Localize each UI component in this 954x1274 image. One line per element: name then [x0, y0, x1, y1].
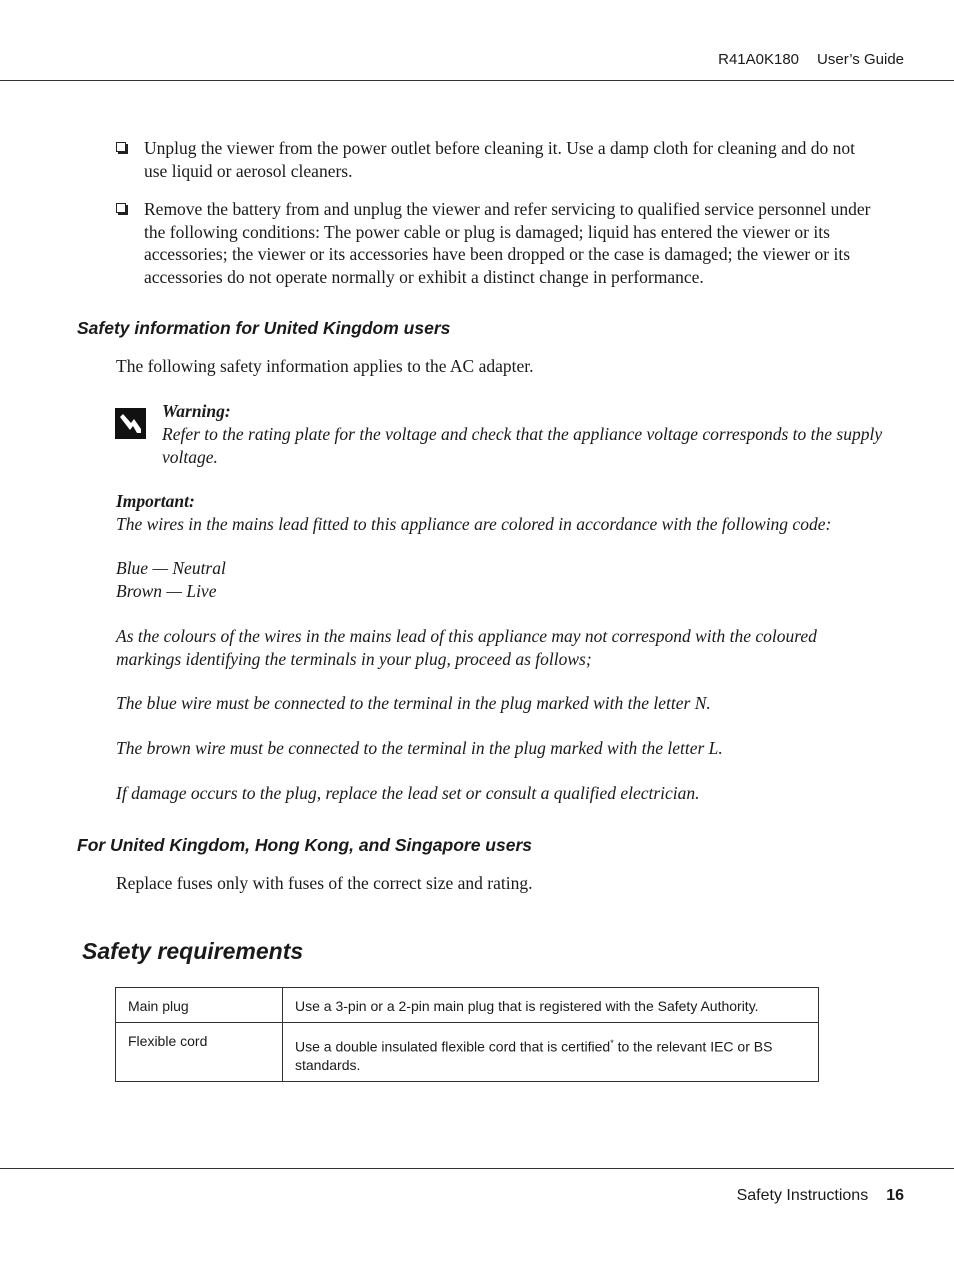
- footnote-mark: *: [610, 1038, 614, 1048]
- code-brown: Brown — Live: [116, 581, 217, 601]
- desc-text-before: Use a double insulated flexible cord that is certified: [295, 1038, 611, 1055]
- bullet-item: [116, 137, 880, 182]
- checkbox-bullet-icon: [116, 142, 126, 152]
- table-cell-desc: Use a 3-pin or a 2-pin main plug that is registered with the Safety Authority.: [283, 988, 819, 1023]
- fuse-text: Replace fuses only with fuses of the correct size and rating.: [116, 873, 533, 893]
- uk-intro: The following safety information applies to the AC adapter.: [116, 356, 534, 376]
- desc-text-after: to the relevant IEC or BS standards.: [295, 1038, 773, 1073]
- damage-paragraph: If damage occurs to the plug, replace the lead set or consult a qualified electrician.: [116, 783, 700, 803]
- header-rule: [0, 80, 954, 81]
- safety-requirements-heading: Safety requirements: [82, 938, 304, 964]
- page-header: [718, 51, 904, 68]
- doc-code: R41A0K180: [718, 51, 800, 68]
- footer-rule: [0, 1168, 954, 1169]
- doc-title: User’s Guide: [817, 51, 904, 68]
- fuse-heading: For United Kingdom, Hong Kong, and Singapore users: [77, 835, 532, 855]
- warning-icon: [115, 408, 146, 439]
- uk-safety-heading: Safety information for United Kingdom users: [77, 318, 451, 338]
- blue-wire-paragraph: The blue wire must be connected to the terminal in the plug marked with the letter N.: [116, 693, 711, 713]
- important-text: The wires in the mains lead fitted to this appliance are colored in accordance with the following code:: [116, 514, 832, 534]
- page-footer: [737, 1187, 904, 1205]
- warning-label: Warning:: [162, 401, 231, 421]
- page-number: 16: [886, 1187, 904, 1204]
- brown-wire-paragraph: The brown wire must be connected to the terminal in the plug marked with the letter L.: [116, 738, 723, 758]
- bullet-text: Remove the battery from and unplug the viewer and refer servicing to qualified service personnel under the following conditions: The power cable or plug is damaged; liquid has entered the viewer or its accessories; the viewer or its accessories have been dropped or the case is damaged; the viewer or its accessories do not operate normally or exhibit a distinct change in performance.: [144, 199, 871, 287]
- table-cell-item: Main plug: [116, 988, 283, 1023]
- table-row: [116, 988, 819, 1023]
- warning-text: Refer to the rating plate for the voltage and check that the appliance voltage corresponds to the supply voltage.: [162, 424, 883, 467]
- requirements-table: [115, 987, 819, 1082]
- bullet-item: [116, 198, 880, 288]
- bullet-text: Unplug the viewer from the power outlet before cleaning it. Use a damp cloth for cleaning and do not use liquid or aerosol cleaners.: [144, 138, 855, 181]
- important-label: Important:: [116, 491, 195, 511]
- checkbox-bullet-icon: [116, 203, 126, 213]
- footer-section: Safety Instructions: [736, 1187, 869, 1204]
- table-cell-desc: [283, 1023, 819, 1082]
- table-cell-item: Flexible cord: [116, 1023, 283, 1082]
- colours-paragraph: As the colours of the wires in the mains lead of this appliance may not correspond with the coloured markings identifying the terminals in your plug, proceed as follows;: [116, 626, 817, 669]
- code-blue: Blue — Neutral: [116, 558, 226, 578]
- table-row: [116, 1023, 819, 1082]
